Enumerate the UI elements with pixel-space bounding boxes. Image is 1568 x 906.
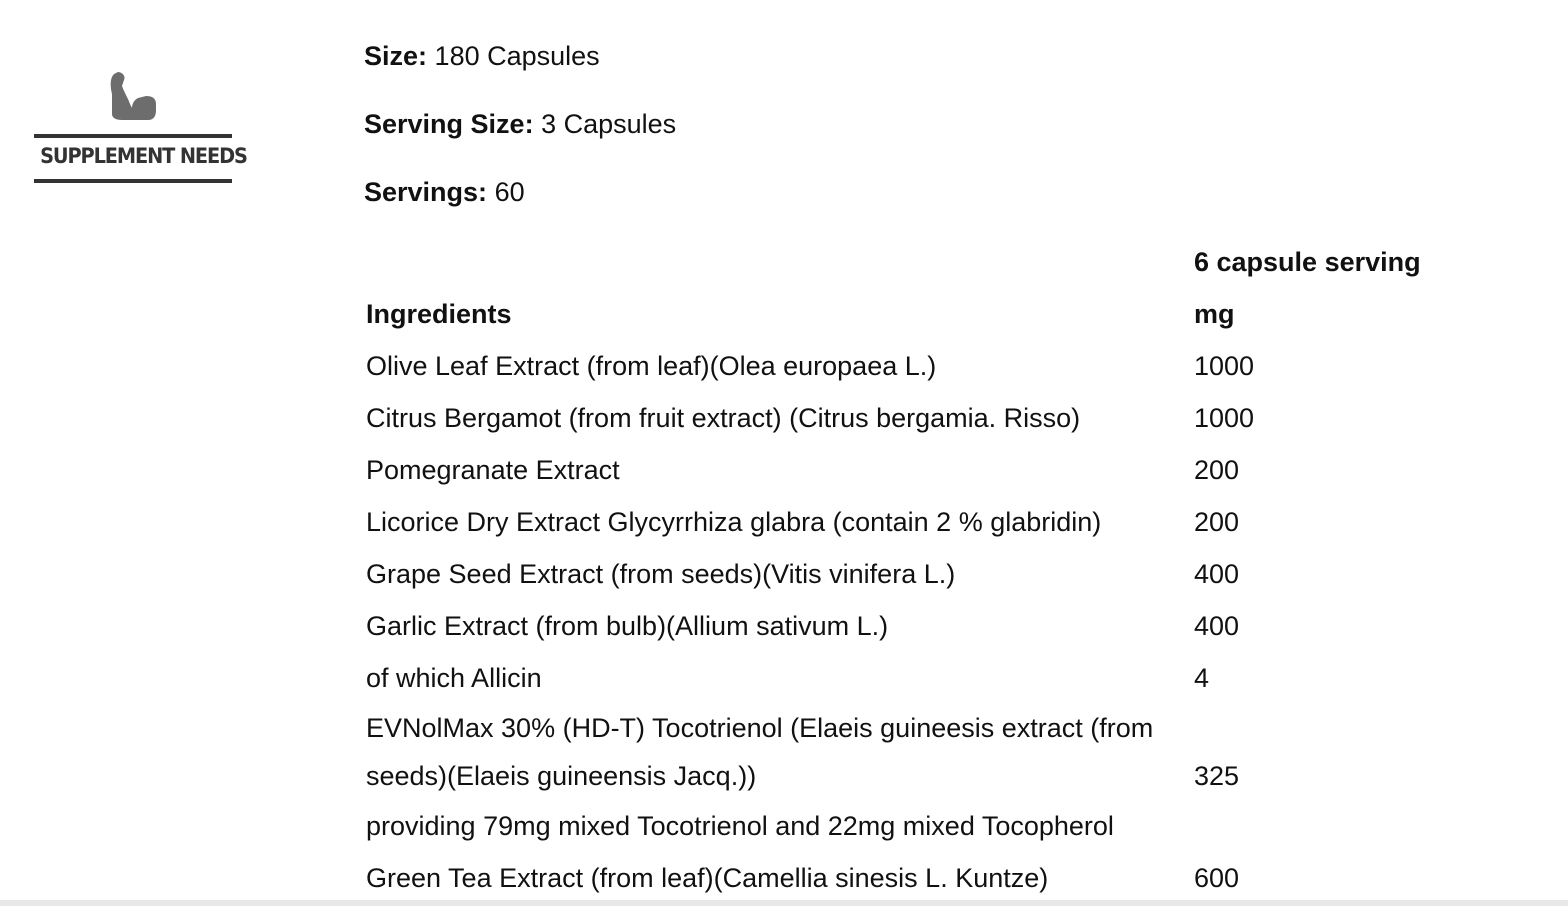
bottom-edge-bar (0, 900, 1568, 906)
flexed-arm-icon (32, 68, 234, 128)
ingredient-name: Licorice Dry Extract Glycyrrhiza glabra (contain 2 % glabridin) (366, 507, 1102, 537)
size-line (364, 39, 600, 73)
table-row (362, 704, 1498, 800)
ingredient-name: of which Allicin (366, 663, 542, 693)
ingredient-amount: 200 (1194, 507, 1240, 537)
table-row (362, 392, 1498, 444)
ingredient-amount: 400 (1194, 559, 1240, 589)
ingredient-name: Olive Leaf Extract (from leaf)(Olea europaea L.) (366, 351, 937, 381)
servings-line (364, 175, 525, 209)
logo-text: SUPPLEMENT NEEDS (40, 144, 247, 168)
table-row (362, 340, 1498, 392)
table-row (362, 852, 1498, 904)
table-row (362, 548, 1498, 600)
ingredient-amount: 4 (1194, 663, 1210, 693)
ingredient-amount: 200 (1194, 455, 1240, 485)
ingredient-name: Green Tea Extract (from leaf)(Camellia sinesis L. Kuntze) (366, 863, 1049, 893)
logo-divider-bottom (34, 179, 232, 183)
header-empty-cell (362, 236, 1190, 288)
ingredient-name-line2: seeds)(Elaeis guineensis Jacq.)) (366, 761, 757, 791)
ingredient-amount: 1000 (1194, 403, 1255, 433)
header-ingredients: Ingredients (366, 299, 512, 329)
brand-logo[interactable] (32, 68, 247, 188)
table-row (362, 800, 1498, 852)
ingredient-amount: 400 (1194, 611, 1240, 641)
header-amount-unit: mg (1194, 299, 1235, 329)
table-header-row-1 (362, 236, 1498, 288)
ingredient-amount (1190, 800, 1498, 852)
ingredient-amount: 600 (1194, 863, 1240, 893)
ingredient-name: Citrus Bergamot (from fruit extract) (Citrus bergamia. Risso) (366, 403, 1081, 433)
servings-label: Servings: (364, 177, 488, 207)
ingredient-amount: 325 (1194, 761, 1240, 791)
ingredient-name (362, 704, 1190, 800)
ingredient-name: Garlic Extract (from bulb)(Allium sativum L.) (366, 611, 889, 641)
table-row (362, 496, 1498, 548)
size-label: Size: (364, 41, 428, 71)
table-row (362, 444, 1498, 496)
logo-divider-top (34, 134, 232, 138)
table-row (362, 600, 1498, 652)
servings-value: 60 (494, 177, 525, 207)
table-row (362, 652, 1498, 704)
ingredient-name: Pomegranate Extract (366, 455, 620, 485)
header-amount-line1: 6 capsule serving (1194, 247, 1421, 277)
ingredient-name: providing 79mg mixed Tocotrienol and 22mg mixed Tocopherol (366, 811, 1114, 841)
size-value: 180 Capsules (434, 41, 600, 71)
ingredients-table (362, 236, 1498, 904)
ingredient-amount: 1000 (1194, 351, 1255, 381)
serving-size-value: 3 Capsules (541, 109, 677, 139)
serving-size-line (364, 107, 676, 141)
ingredient-name-line1: EVNolMax 30% (HD-T) Tocotrienol (Elaeis guineesis extract (from (366, 713, 1154, 743)
table-header-row-2 (362, 288, 1498, 340)
ingredient-name: Grape Seed Extract (from seeds)(Vitis vinifera L.) (366, 559, 956, 589)
serving-size-label: Serving Size: (364, 109, 534, 139)
